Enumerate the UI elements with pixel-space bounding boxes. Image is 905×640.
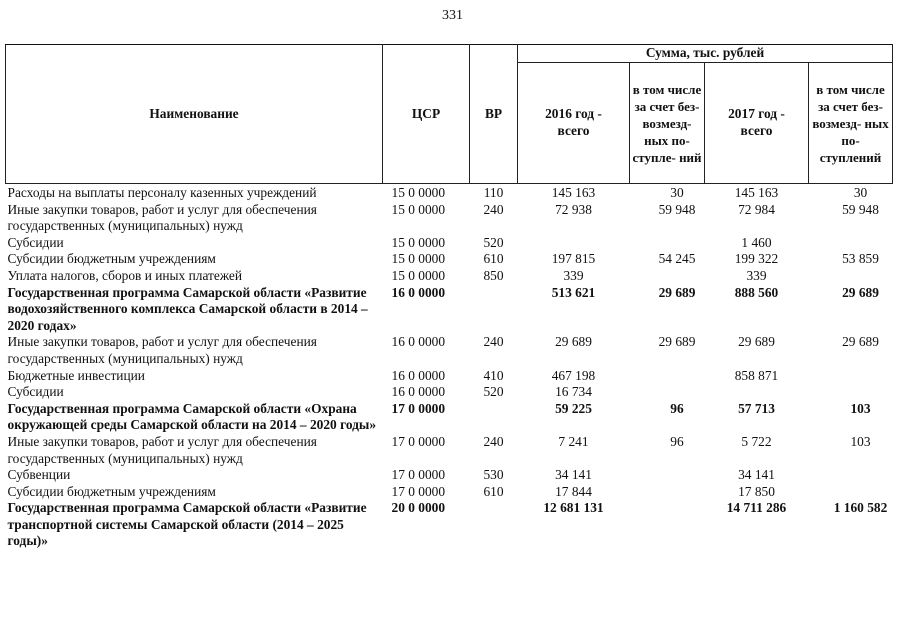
row-2017-free: 59 948	[842, 201, 879, 217]
table-row	[6, 202, 893, 235]
row-2017-total: 858 871	[734, 367, 779, 383]
table-row	[6, 268, 893, 285]
row-2017-total: 29 689	[738, 334, 775, 350]
row-2017-free	[809, 484, 893, 501]
row-2016-total: 12 681 131	[543, 500, 604, 516]
row-vr: 610	[483, 483, 504, 499]
row-csr: 20 0 0000	[391, 500, 446, 516]
row-csr: 16 0 0000	[391, 367, 446, 383]
table-row	[6, 334, 893, 367]
row-2016-free	[630, 500, 705, 550]
row-2017-total: 199 322	[734, 251, 779, 267]
row-name: Государственная программа Самарской области «Развитие водохозяйственного комплекса Самарской области в 2014 – 2020 годах»	[7, 284, 368, 333]
header-csr: ЦСР	[383, 45, 470, 184]
row-csr: 16 0 0000	[391, 384, 446, 400]
table-row	[6, 401, 893, 434]
row-vr: 410	[483, 367, 504, 383]
row-2017-free: 1 160 582	[833, 500, 888, 516]
row-2017-total: 57 713	[738, 400, 775, 416]
row-2016-total: 7 241	[558, 433, 589, 449]
row-2016-total: 145 163	[551, 185, 596, 200]
row-csr: 15 0 0000	[391, 185, 446, 200]
row-2016-free: 29 689	[658, 334, 696, 350]
row-2016-total: 34 141	[555, 467, 592, 483]
row-name: Субсидии бюджетным учреждениям	[7, 251, 216, 267]
budget-table	[5, 44, 893, 550]
row-2016-free	[630, 268, 705, 285]
row-2016-total: 339	[563, 267, 584, 283]
row-2017-free: 103	[850, 400, 871, 416]
row-name: Субсидии	[7, 384, 64, 400]
row-vr: 850	[483, 267, 504, 283]
table-row	[6, 434, 893, 467]
row-2017-total: 888 560	[734, 284, 779, 300]
page-number: 331	[442, 8, 463, 23]
table-row	[6, 467, 893, 484]
row-2016-total: 59 225	[555, 400, 592, 416]
row-2016-total	[518, 235, 630, 252]
row-2016-free	[630, 368, 705, 385]
row-2016-total: 29 689	[555, 334, 592, 350]
row-2016-free	[630, 484, 705, 501]
header-name: Наименование	[6, 45, 383, 184]
row-vr	[470, 285, 518, 335]
row-2017-total: 5 722	[741, 433, 772, 449]
row-name: Иные закупки товаров, работ и услуг для обеспечения государственных (муниципальных) нужд	[7, 201, 317, 234]
header-2017-free: в том числе за счет без- возмезд- ных по- ступлений	[809, 63, 893, 184]
row-csr: 15 0 0000	[391, 201, 446, 217]
row-2016-free: 30	[670, 185, 684, 200]
row-name: Уплата налогов, сборов и иных платежей	[7, 267, 243, 283]
header-sum: Сумма, тыс. рублей	[518, 45, 893, 63]
row-2016-total: 513 621	[551, 284, 596, 300]
row-csr: 17 0 0000	[391, 483, 446, 499]
table-row	[6, 235, 893, 252]
row-2016-free: 29 689	[658, 284, 696, 300]
row-name: Субсидии бюджетным учреждениям	[7, 483, 216, 499]
row-name: Субсидии	[7, 234, 64, 250]
row-2017-total: 339	[746, 267, 767, 283]
row-2016-free: 96	[670, 400, 684, 416]
row-2017-total	[705, 384, 809, 401]
row-2016-total: 197 815	[551, 251, 596, 267]
row-2017-total: 72 984	[738, 201, 775, 217]
row-2017-free	[809, 268, 893, 285]
row-vr	[470, 401, 518, 434]
header-vr: ВР	[470, 45, 518, 184]
row-name: Бюджетные инвестиции	[7, 367, 145, 383]
row-name: Иные закупки товаров, работ и услуг для обеспечения государственных (муниципальных) нужд	[7, 334, 317, 366]
row-2016-total: 72 938	[555, 201, 592, 217]
row-2017-free	[809, 384, 893, 401]
row-csr: 15 0 0000	[391, 267, 446, 283]
row-name: Субвенции	[7, 467, 71, 483]
header-2017-total: 2017 год - всего	[705, 63, 809, 184]
table-row	[6, 500, 893, 550]
row-2017-free: 53 859	[842, 251, 879, 267]
table-row	[6, 368, 893, 385]
row-2016-total: 467 198	[551, 367, 596, 383]
table-row	[6, 484, 893, 501]
row-2016-free	[630, 235, 705, 252]
row-name: Государственная программа Самарской области «Развитие транспортной системы Самарской области (2014 – 2025 годы)»	[7, 500, 367, 549]
row-2017-free	[809, 467, 893, 484]
row-2017-free: 30	[853, 185, 868, 200]
table-row	[6, 285, 893, 335]
row-name: Иные закупки товаров, работ и услуг для обеспечения государственных (муниципальных) нужд	[7, 433, 317, 466]
row-vr: 530	[483, 467, 504, 483]
row-csr: 17 0 0000	[391, 467, 446, 483]
row-csr: 15 0 0000	[391, 251, 446, 267]
row-2016-free	[630, 384, 705, 401]
row-2016-free	[630, 467, 705, 484]
row-vr: 240	[483, 334, 504, 350]
row-vr: 520	[483, 234, 504, 250]
row-vr	[470, 500, 518, 550]
row-2016-total: 17 844	[555, 483, 592, 499]
row-2017-free: 29 689	[842, 284, 879, 300]
row-vr: 240	[483, 433, 504, 449]
table-row	[6, 384, 893, 401]
table-row	[6, 251, 893, 268]
row-2017-total: 34 141	[738, 467, 775, 483]
row-2016-free: 59 948	[658, 201, 696, 217]
row-2017-total: 17 850	[738, 483, 775, 499]
row-2017-free	[809, 368, 893, 385]
row-vr: 610	[483, 251, 504, 267]
row-2016-free: 96	[670, 433, 684, 449]
row-name: Расходы на выплаты персоналу казенных учреждений	[7, 185, 317, 200]
row-2016-total: 16 734	[555, 384, 592, 400]
table-row	[6, 184, 893, 202]
row-csr: 17 0 0000	[391, 433, 446, 449]
row-2017-free	[809, 235, 893, 252]
row-2017-total: 14 711 286	[726, 500, 787, 516]
row-2017-free: 29 689	[842, 334, 879, 350]
row-2016-free: 54 245	[658, 251, 696, 267]
row-csr: 17 0 0000	[391, 400, 446, 416]
row-vr: 110	[483, 185, 504, 200]
row-vr: 240	[483, 201, 504, 217]
row-csr: 15 0 0000	[391, 234, 446, 250]
header-2016-total: 2016 год - всего	[518, 63, 630, 184]
row-2017-total: 1 460	[741, 234, 772, 250]
row-2017-free: 103	[850, 433, 871, 449]
table-body	[6, 184, 893, 551]
row-2017-total: 145 163	[734, 185, 779, 200]
row-vr: 520	[483, 384, 504, 400]
row-csr: 16 0 0000	[391, 284, 446, 300]
row-csr: 16 0 0000	[391, 334, 446, 350]
row-name: Государственная программа Самарской области «Охрана окружающей среды Самарской области на 2014 – 2020 годы»	[7, 400, 377, 433]
header-2016-free: в том числе за счет без- возмезд- ных по- ступле- ний	[630, 63, 705, 184]
